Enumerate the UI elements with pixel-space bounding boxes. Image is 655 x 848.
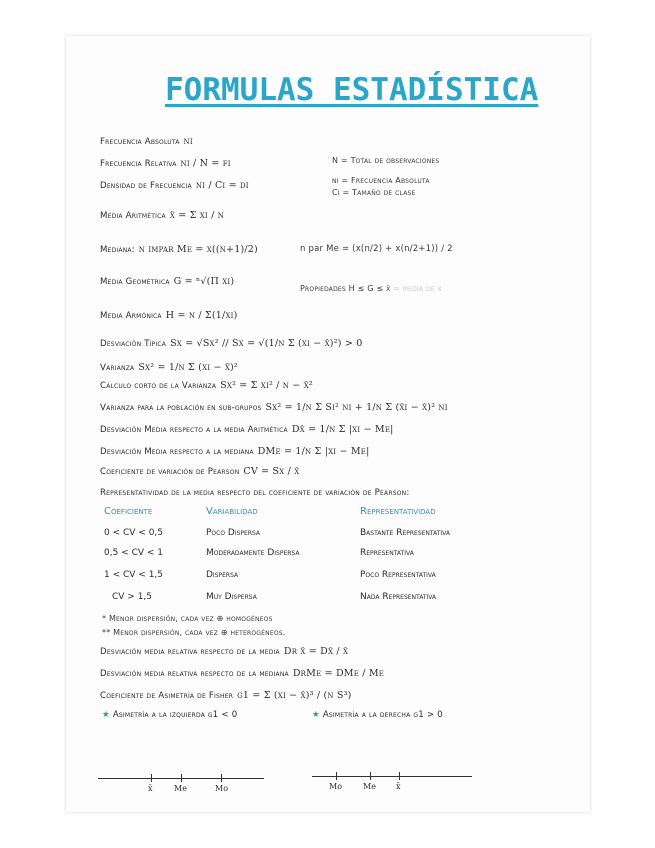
formula-line: Desviación media relativa respecto de la mediana DrMe = DMe / Me [100, 668, 385, 679]
table-cell: Muy Dispersa [206, 592, 257, 602]
table-cell: Poco Dispersa [206, 528, 261, 538]
formula-line: Coeficiente de Asimetría de Fisher g1 = Σ (xi − x̄)³ / (n S³) [100, 690, 352, 701]
footnote: * Menor dispersión, cada vez ⊕ homogéneos [102, 614, 273, 623]
table-cell: Nada Representativa [360, 592, 437, 602]
table-cell: 0 < CV < 0,5 [104, 528, 164, 538]
axis-tick [181, 774, 182, 782]
axis-tick-label: x̄ [148, 784, 153, 793]
axis-tick-label: x̄ [396, 782, 401, 791]
table-header: Coeficiente [104, 506, 153, 517]
star-icon: ★ [102, 710, 110, 720]
side-note: N = Total de observaciones [332, 156, 440, 165]
formula-line: Frecuencia Absoluta ni [100, 136, 193, 147]
formula-line: Media Geométrica G = ⁿ√(Π xi) [100, 276, 235, 287]
formula-line: Densidad de Frecuencia ni / Ci = di [100, 180, 249, 191]
formula-line: Cálculo corto de la Varianza Sx² = Σ xi² / n − x̄² [100, 380, 313, 391]
star-icon: ★ [312, 710, 320, 720]
asymmetry-right: ★ Asimetría a la derecha g1 > 0 [312, 710, 443, 720]
asymmetry-left: ★ Asimetría a la izquierda g1 < 0 [102, 710, 238, 720]
side-note: Propiedades H ≤ G ≤ x̄ = media de x [300, 284, 442, 293]
axis-tick [221, 774, 222, 782]
table-cell: Moderadamente Dispersa [206, 548, 300, 558]
table-cell: 0,5 < CV < 1 [104, 548, 164, 558]
formula-line: Desviación Típica Sx = √Sx² // Sx = √(1/n Σ (xi − x̄)²) > 0 [100, 338, 363, 349]
table-cell: Poco Representativa [360, 570, 436, 580]
table-header: Variabilidad [206, 506, 258, 517]
axis-tick [399, 772, 400, 780]
page-title: FORMULAS ESTADÍSTICA [165, 72, 539, 108]
table-cell: 1 < CV < 1,5 [104, 570, 164, 580]
formula-line: Desviación media relativa respecto de la media Dr x̄ = Dx̄ / x̄ [100, 646, 349, 657]
footnote: ** Menor dispersión, cada vez ⊕ heterogéneos. [102, 628, 286, 637]
table-cell: CV > 1,5 [112, 592, 153, 602]
side-note: Ci = Tamaño de clase [332, 188, 416, 197]
side-note: n par Me = (x(n/2) + x(n/2+1)) / 2 [300, 244, 453, 254]
axis-tick-label: Mo [215, 784, 229, 793]
formula-line: Frecuencia Relativa ni / N = fi [100, 158, 231, 169]
axis-tick [370, 772, 371, 780]
formula-line: Desviación Media respecto a la mediana DMe = 1/n Σ |xi − Me| [100, 446, 370, 457]
axis-tick-label: Mo [329, 782, 343, 791]
table-header: Representatividad [360, 506, 436, 517]
formula-line: Varianza para la población en sub-grupos Sx² = 1/n Σ Si² ni + 1/n Σ (x̄i − x̄)² ni [100, 402, 448, 413]
table-cell: Representativa [360, 548, 414, 558]
table-cell: Bastante Representativa [360, 528, 451, 538]
axis-tick [336, 772, 337, 780]
axis-tick [151, 774, 152, 782]
formula-line: Mediana: n impar Me = x((n+1)/2) [100, 244, 258, 255]
formula-line: Media Aritmética x̄ = Σ xi / n [100, 210, 225, 221]
formula-line: Desviación Media respecto a la media Aritmética Dx̄ = 1/n Σ |xi − Me| [100, 424, 394, 435]
formula-line: Media Armónica H = n / Σ(1/xi) [100, 310, 238, 321]
axis-tick-label: Me [174, 784, 187, 793]
formula-line: Varianza Sx² = 1/n Σ (xi − x̄)² [100, 362, 238, 373]
axis-tick-label: Me [363, 782, 376, 791]
side-note: ni = Frecuencia Absoluta [332, 176, 430, 185]
table-cell: Dispersa [206, 570, 239, 580]
formula-line: Representatividad de la media respecto del coeficiente de variación de Pearson: [100, 488, 410, 498]
formula-line: Coeficiente de variación de Pearson CV = Sx / x̄ [100, 466, 300, 477]
